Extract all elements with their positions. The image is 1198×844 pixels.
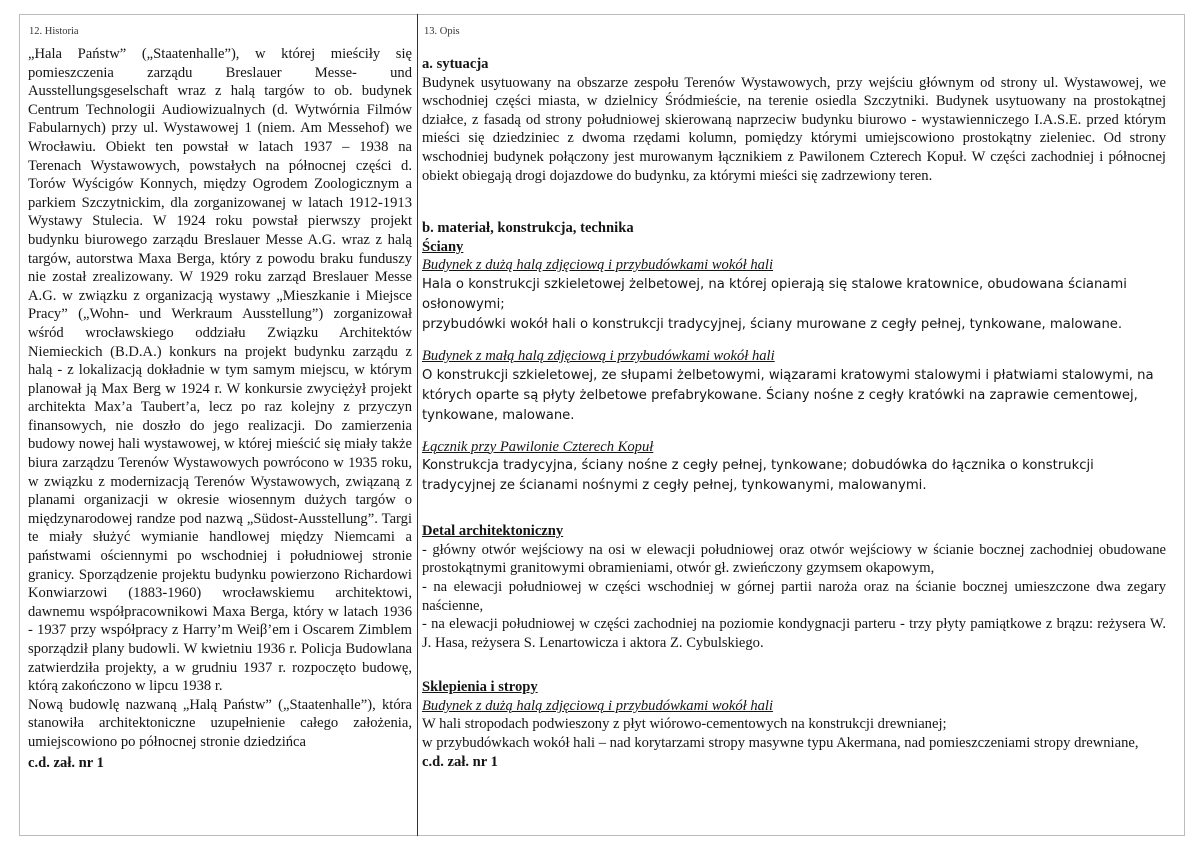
historia-column xyxy=(28,45,412,772)
opis-continued-note: c.d. zał. nr 1 xyxy=(422,753,498,770)
historia-paragraph-1: „Hala Państw” („Staatenhalle”), w której mieściły się pomieszczenia zarządu Breslauer Messe- und Ausstellungsgeselschaft wraz z halą targów to ob. budynek Centrum Technologii Audiowizualnych (d. Wytwórnia Filmów Fabularnych) przy ul. Wystawowej 1 (niem. Am Messehof) we Wrocławiu. Obiekt ten powstał w latach 1937 – 1938 na Terenach Wystawowych, powstałych na północnej części d. Torów Wyścigów Konnych, między Ogrodem Zoologicznym a parkiem Szczytnickim, dla zorganizowanej w latach 1912-1913 Wystawy Stulecia. W 1924 roku powstał pierwszy projekt budynku biurowego zarządu Breslauer Messe A.G. wraz z halą targów, autorstwa Maxa Berga, który z powodu braku funduszy nie został zrealizowany. W 1929 roku zarząd Breslauer Messe A.G. w związku z organizacją wystawy „Mieszkanie i Miejsce Pracy” („Wohn- und Werkraum Ausstellung”) zorganizował wśród wrocławskiego oddziału Związku Architektów Niemieckich (B.D.A.) konkurs na projekt budynku zarządu z halą - z lokalizacją dokładnie w tym samym miejscu, w którym planował ją Max Berg w 1924 r. W konkursie zwyciężył projekt architekta Max’a Taubert’a, lecz po raz kolejny z przyczyn finansowych, nie doszło do jego realizacji. Do zamierzenia budowy nowej hali wystawowej, w której mieścić się miały także biura zarządzu Terenów Wystawowych powrócono w 1935 roku, w związku z modernizacją Terenów Wystawowych, związaną z planami organizacji w okresie wiosennym dużych targów o międzynarodowej randze pod nazwą „Südost-Ausstellung”. Targi te miały służyć wymianie handlowej między Niemcami a państwami ościennymi po wschodniej i południowej stronie granicy. Sporządzenie projektu budynku powierzono Richardowi Konwiarzowi (1883-1960) wrocławskiemu architektowi, dawnemu współpracownikowi Maxa Berga, który w latach 1936 - 1937 przy współpracy z Harry’m Weiβ’em i Oscarem Zimblem sporządził plany budowli. W kwietniu 1936 r. Policja Budowlana zatwierdziła projekty, a w grudniu 1937 r. rozpoczęto budowę, którą zakończono w lipcu 1938 r. xyxy=(28,46,412,695)
vaults-text-1: W hali stropodach podwieszony z płyt wiórowo-cementowych na konstrukcji drewnianej; xyxy=(422,716,947,733)
historia-continued-note: c.d. zał. nr 1 xyxy=(28,754,104,771)
walls-large-hall-text-1: Hala o konstrukcji szkieletowej żelbetowej, na której opierają się stalowe kratownice, obudowana ścianami osłonowymi; xyxy=(422,276,1127,312)
opis-column xyxy=(422,55,1166,771)
situation-text: Budynek usytuowany na obszarze zespołu Terenów Wystawowych, przy wejściu głównym od strony ul. Wystawowej, we wschodniej części miasta, w dzielnicy Śródmieście, na terenie osiedla Szczytniki. Budynek usytuowany na prostokątnej działce, z fasadą od strony południowej skierowaną naprzeciw budynku biurowo - wystawienniczego I.A.S.E. przed którym mieści się dziedziniec z dwoma rzędami kolumn, pomiędzy którymi umiejscowiono prostokątny zieleniec. Od strony wschodniej budynek połączony jest murowanym łącznikiem z Pawilonem Czterech Kopuł. W części zachodniej i północnej obiekt obiegają drogi dojazdowe do budynku, za którymi mieści się zadrzewiony teren. xyxy=(422,74,1166,184)
detail-item-2: - na elewacji południowej w części wschodniej w górnej partii naroża oraz na ścianie bocznej umieszczone dwa zegary naścienne, xyxy=(422,578,1166,614)
section-header-opis: 13. Opis xyxy=(424,26,460,37)
walls-heading: Ściany xyxy=(422,238,464,255)
walls-small-hall-text: O konstrukcji szkieletowej, ze słupami żelbetowymi, wiązarami kratowymi stalowymi i płatwiami stalowymi, na których oparte są płyty żelbetowe prefabrykowane. Ściany nośne z cegły kratówki na zaprawie cementowej, tynkowane, malowane. xyxy=(422,367,1154,423)
detail-heading: Detal architektoniczny xyxy=(422,523,564,540)
vaults-heading: Sklepienia i stropy xyxy=(422,679,538,696)
vaults-text-2: w przybudówkach wokół hali – nad korytarzami stropy masywne typu Akermana, nad pomieszczeniami stropy drewniane, xyxy=(422,735,1139,752)
walls-subheading-large-hall: Budynek z dużą halą zdjęciową i przybudówkami wokół hali xyxy=(422,257,774,274)
walls-subheading-connector: Łącznik przy Pawilonie Czterech Kopuł xyxy=(422,438,654,455)
material-heading: b. materiał, konstrukcja, technika xyxy=(422,220,634,237)
vaults-subheading-large-hall: Budynek z dużą halą zdjęciową i przybudówkami wokół hali xyxy=(422,697,774,714)
detail-item-1: - główny otwór wejściowy na osi w elewacji południowej oraz otwór wejściowy w ścianie bocznej zachodniej obudowane prostokątnymi granitowymi obramieniami, otwór gł. zwieńczony gzymsem okapowym, xyxy=(422,541,1166,577)
detail-item-3: - na elewacji południowej w części zachodniej na poziomie kondygnacji parteru - trzy płyty pamiątkowe z brązu: reżysera W. J. Hasa, reżysera S. Lenartowicza i aktora Z. Cybulskiego. xyxy=(422,616,1166,651)
column-divider xyxy=(417,14,418,836)
walls-subheading-small-hall: Budynek z małą halą zdjęciową i przybudówkami wokół hali xyxy=(422,347,775,364)
walls-large-hall-text-2: przybudówki wokół hali o konstrukcji tradycyjnej, ściany murowane z cegły pełnej, tynkowane, malowane. xyxy=(422,316,1123,332)
walls-connector-text: Konstrukcja tradycyjna, ściany nośne z cegły pełnej, tynkowane; dobudówka do łącznika o konstrukcji tradycyjnej ze ścianami nośnymi z cegły pełnej, tynkowanymi, malowanymi. xyxy=(422,458,1094,494)
situation-heading: a. sytuacja xyxy=(422,56,489,72)
historia-paragraph-2: Nową budowlę nazwaną „Halą Państw” („Staatenhalle”), która stanowiła architektoniczne uzupełnienie całego założenia, umiejscowiono po północnej stronie dziedzińca xyxy=(28,696,412,750)
section-header-historia: 12. Historia xyxy=(29,26,79,37)
